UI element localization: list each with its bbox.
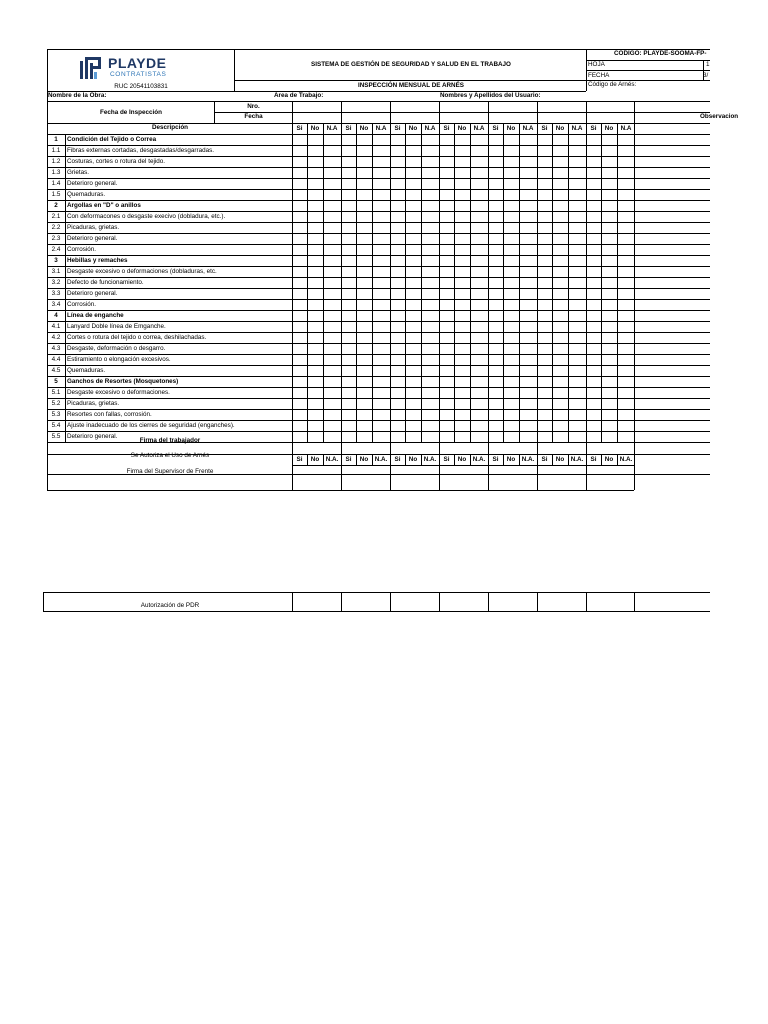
row-description: Corrosión. [67,301,97,308]
grid-line [586,60,710,61]
grid-line [421,123,422,442]
section-title: Línea de enganche [67,312,124,319]
usuario-label: Nombres y Apellidos del Usuario: [440,92,541,99]
grid-line [503,123,504,442]
grid-line [47,134,710,135]
observaciones-label: Observacion [700,113,739,120]
column-header-na: N.A [473,125,485,132]
grid-line [47,233,710,234]
row-description: Deterioro general. [67,180,118,187]
signature-column-no: No [359,456,369,463]
section-title: Argollas en "D" o anillos [67,202,141,209]
column-header-na: N.A [620,125,632,132]
row-description: Resortes con fallas, corrosión. [67,411,152,418]
signature-column-si: Si [492,456,499,463]
grid-line [47,299,710,300]
hoja-value: 1 [706,61,710,68]
grid-line [341,442,342,490]
row-description: Corrosión. [67,246,97,253]
grid-line [234,49,235,91]
row-number: 3.2 [51,279,61,286]
obra-label: Nombre de la Obra: [48,92,107,99]
grid-line [421,454,422,465]
grid-line [47,354,710,355]
grid-line [390,454,391,465]
row-description: Desgaste excesivo o deformaciones (dobladuras, etc. [67,268,217,275]
grid-line [214,101,215,123]
signature-column-na: N.A. [325,456,339,463]
signature-column-na: N.A. [521,456,535,463]
row-description: Picaduras, grietas. [67,400,120,407]
logo-tagline: CONTRATISTAS [110,71,167,78]
grid-line [405,123,406,442]
grid-line [586,442,587,490]
fecha-value: 3/ [703,72,709,79]
grid-line [390,592,391,611]
grid-line [341,592,342,611]
grid-line [47,387,710,388]
grid-line [552,454,553,465]
grid-line [47,321,710,322]
signature-column-si: Si [345,456,352,463]
grid-line [47,420,710,421]
signature-column-si: Si [590,456,597,463]
grid-line [292,592,293,611]
row-number: 3.3 [51,290,61,297]
row-description: Ajuste inadecuado de los cierres de seguridad (enganches). [67,422,235,429]
section-title: Ganchos de Resortes (Mosquetones) [67,378,179,385]
grid-line [454,123,455,442]
grid-line [43,592,710,593]
section-title: Hebillas y remaches [67,257,128,264]
row-number: 3.4 [51,301,61,308]
grid-line [439,442,440,490]
firma-trabajador-label: Firma del trabajador [139,437,201,444]
grid-line [292,465,634,466]
column-header-no: No [359,125,369,132]
row-number: 4.5 [51,367,61,374]
grid-line [488,592,489,611]
grid-line [307,454,308,465]
grid-line [47,49,48,490]
row-description: Picaduras, grietas. [67,224,120,231]
hoja-label: HOJA [588,61,605,68]
row-description: Costuras, cortes o rotura del tejido. [67,158,165,165]
column-header-no: No [506,125,516,132]
grid-line [47,49,710,50]
grid-line [47,288,710,289]
grid-line [47,244,710,245]
row-description: Con deformacones o desgaste execivo (dobladura, etc.). [67,213,226,220]
grid-line [703,60,704,80]
column-header-na: N.A [424,125,436,132]
column-header-no: No [604,125,614,132]
grid-line [537,442,538,490]
signature-column-no: No [457,456,467,463]
signature-column-no: No [506,456,516,463]
column-header-na: N.A [571,125,583,132]
grid-line [519,123,520,442]
row-number: 2.2 [51,224,61,231]
grid-line [586,70,710,71]
row-number: 4.2 [51,334,61,341]
column-header-si: Si [443,125,450,132]
grid-line [390,442,391,490]
grid-line [372,454,373,465]
grid-line [47,442,710,443]
fecha-row-label: Fecha [244,113,263,120]
row-number: 3 [54,257,58,264]
signature-column-na: N.A. [619,456,633,463]
row-number: 5.1 [51,389,61,396]
row-description: Grietas. [67,169,90,176]
grid-line [323,454,324,465]
grid-line [537,454,538,465]
signature-column-si: Si [394,456,401,463]
grid-line [519,454,520,465]
harness-code-label: Código de Arnés: [588,81,637,88]
signature-column-na: N.A. [374,456,388,463]
grid-line [586,80,710,81]
fecha-inspeccion-label: Fecha de Inspección [100,109,162,116]
row-description: Quemaduras. [67,367,106,374]
grid-line [292,442,293,490]
signature-column-no: No [408,456,418,463]
grid-line [292,123,293,442]
grid-line [47,91,586,92]
grid-line [65,134,66,442]
grid-line [43,611,710,612]
nro-label: Nro. [247,103,260,110]
column-header-na: N.A [326,125,338,132]
logo-name: PLAYDE [108,55,167,71]
signature-column-no: No [310,456,320,463]
column-header-si: Si [345,125,352,132]
row-number: 1.2 [51,158,61,165]
row-description: Lanyard Doble línea de Emganche. [67,323,166,330]
row-number: 5.5 [51,433,61,440]
row-number: 4 [54,312,58,319]
grid-line [47,145,710,146]
grid-line [47,167,710,168]
grid-line [307,123,308,442]
row-number: 1.4 [51,180,61,187]
row-number: 2 [54,202,58,209]
row-number: 4.3 [51,345,61,352]
column-header-si: Si [590,125,597,132]
row-number: 3.1 [51,268,61,275]
row-description: Deterioro general. [67,290,118,297]
row-description: Deterioro general. [67,235,118,242]
grid-line [439,592,440,611]
grid-line [47,474,710,475]
grid-line [47,431,710,432]
grid-line [537,592,538,611]
grid-line [617,123,618,442]
grid-line [586,49,587,91]
grid-line [568,454,569,465]
grid-line [47,277,710,278]
grid-line [537,123,538,442]
grid-line [568,123,569,442]
grid-line [47,409,710,410]
playde-logo-icon [80,55,104,81]
row-number: 5.2 [51,400,61,407]
grid-line [356,123,357,442]
grid-line [47,490,634,491]
grid-line [47,398,710,399]
fecha-label: FECHA [588,72,610,79]
grid-line [47,211,710,212]
row-number: 2.4 [51,246,61,253]
grid-line [586,123,587,442]
grid-line [586,592,587,611]
grid-line [470,123,471,442]
grid-line [488,454,489,465]
grid-line [47,365,710,366]
row-number: 1.1 [51,147,61,154]
grid-line [47,178,710,179]
row-description: Defecto de funcionamiento. [67,279,144,286]
form-title: INSPECCIÓN MENSUAL DE ARNÉS [357,82,464,89]
signature-column-si: Si [541,456,548,463]
signature-column-no: No [555,456,565,463]
column-header-si: Si [541,125,548,132]
column-header-si: Si [296,125,303,132]
row-description: Estiramiento o elongación excesivos. [67,356,171,363]
row-description: Desgaste, deformación o desgarro. [67,345,166,352]
system-title: SISTEMA DE GESTIÓN DE SEGURIDAD Y SALUD EN EL TRABAJO [311,61,511,68]
grid-line [47,332,710,333]
row-number: 5.4 [51,422,61,429]
grid-line [47,101,710,102]
firma-supervisor-label: Firma del Supervisor de Frente [126,468,214,475]
section-title: Condición del Tejido o Correa [67,136,157,143]
area-label: Area de Trabajo: [274,92,324,99]
row-number: 5.3 [51,411,61,418]
column-header-no: No [457,125,467,132]
grid-line [390,123,391,442]
grid-line [43,592,44,611]
row-number: 4.1 [51,323,61,330]
row-number: 1 [54,136,58,143]
row-description: Deterioro general. [67,433,118,440]
grid-line [470,454,471,465]
column-header-si: Si [394,125,401,132]
signature-column-na: N.A. [423,456,437,463]
grid-line [405,454,406,465]
row-description: Desgaste excesivo o deformaciones. [67,389,170,396]
row-number: 2.1 [51,213,61,220]
grid-line [323,123,324,442]
grid-line [47,156,710,157]
grid-line [601,454,602,465]
row-description: Cortes o rotura del tejido o correa, deshilachadas. [67,334,207,341]
signature-column-no: No [604,456,614,463]
column-header-no: No [310,125,320,132]
column-header-na: N.A [375,125,387,132]
grid-line [488,442,489,490]
descripcion-label: Descripción [151,124,189,131]
grid-line [439,454,440,465]
signature-column-na: N.A. [570,456,584,463]
grid-line [454,454,455,465]
grid-line [586,454,587,465]
autorizacion-pdr-label: Autorización de PDR [140,602,200,609]
grid-line [356,454,357,465]
grid-line [503,454,504,465]
grid-line [47,310,710,311]
autoriza-label: Se Autoriza el Uso de Arnés [130,452,210,459]
row-description: Quemaduras. [67,191,106,198]
grid-line [488,123,489,442]
grid-line [214,112,710,113]
form-code: CODIGO: PLAYDE-SOOMA-FP- [614,50,707,57]
row-number: 4.4 [51,356,61,363]
grid-line [47,376,710,377]
grid-line [552,123,553,442]
row-number: 2.3 [51,235,61,242]
grid-line [47,255,710,256]
grid-line [439,123,440,442]
grid-line [47,454,710,455]
grid-line [234,80,586,81]
row-number: 1.3 [51,169,61,176]
column-header-si: Si [492,125,499,132]
row-number: 5 [54,378,58,385]
grid-line [341,454,342,465]
grid-line [47,222,710,223]
ruc-number: RUC 20541103831 [114,83,168,90]
grid-line [634,592,635,611]
grid-line [47,266,710,267]
row-number: 1.5 [51,191,61,198]
grid-line [617,454,618,465]
row-description: Fibras externas cortadas, desgastadas/desgarradas. [67,147,215,154]
grid-line [47,200,710,201]
grid-line [47,189,710,190]
column-header-no: No [408,125,418,132]
column-header-no: No [555,125,565,132]
column-header-na: N.A [522,125,534,132]
grid-line [601,123,602,442]
signature-column-si: Si [296,456,303,463]
grid-line [47,123,710,124]
grid-line [47,343,710,344]
grid-line [341,123,342,442]
grid-line [372,123,373,442]
signature-column-na: N.A. [472,456,486,463]
signature-column-si: Si [443,456,450,463]
